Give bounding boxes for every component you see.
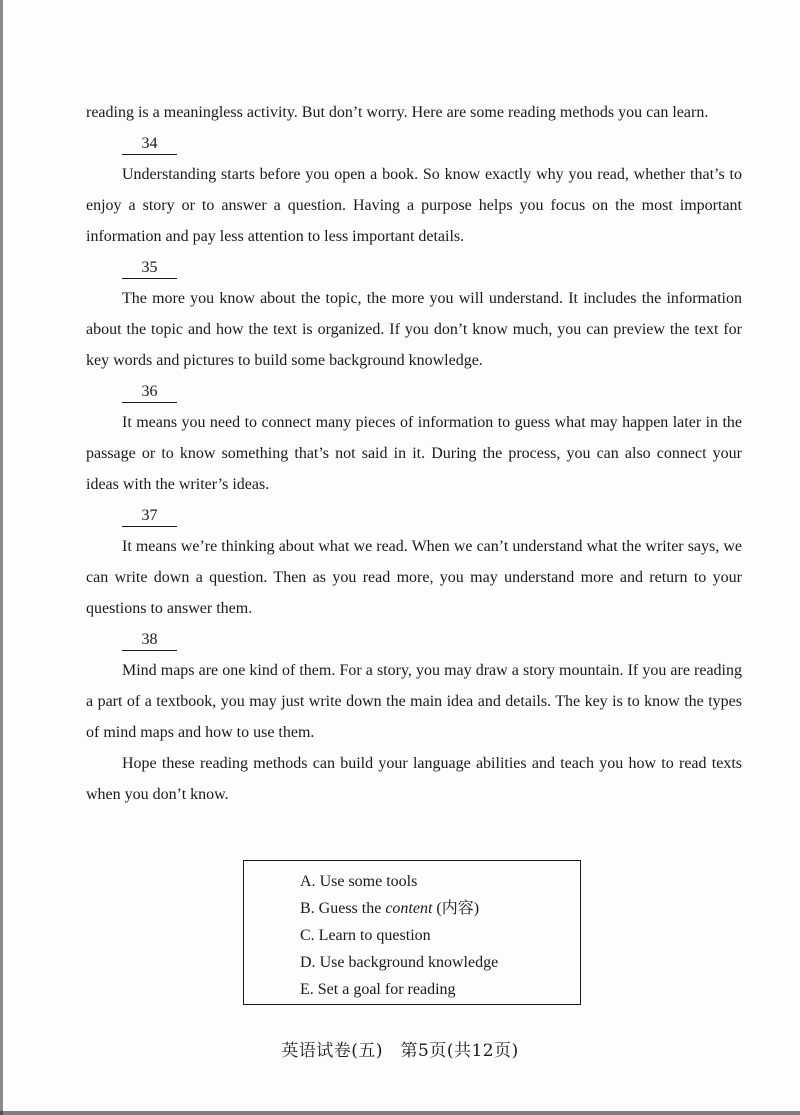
- option-b: [300, 895, 580, 922]
- passage-paragraph: Understanding starts before you open a book. So know exactly why you read, whether that’s to enjoy a story or to answer a question. Having a purpose helps you focus on the most important information and pay less attention to less important details.: [86, 166, 742, 245]
- passage-paragraph: Mind maps are one kind of them. For a story, you may draw a story mountain. If you are reading a part of a textbook, you may just write down the main idea and details. The key is to know the types of mind maps and how to use them.: [86, 662, 742, 741]
- answer-blank-35[interactable]: [86, 252, 742, 283]
- option-letter: A.: [300, 873, 316, 890]
- option-letter: B.: [300, 900, 315, 917]
- option-letter: D.: [300, 954, 316, 971]
- passage-paragraph: reading is a meaningless activity. But don’t worry. Here are some reading methods you can learn.: [86, 104, 709, 121]
- option-a: [300, 868, 580, 895]
- scan-edge-left: [0, 0, 3, 1115]
- page-footer: 英语试卷(五) 第5页(共12页): [281, 1041, 519, 1061]
- passage-paragraph: The more you know about the topic, the more you will understand. It includes the information about the topic and how the text is organized. If you don’t know much, you can preview the text for key words and pictures to build some background knowledge.: [86, 290, 742, 369]
- scan-edge-bottom: [0, 1111, 800, 1115]
- blank-number: 35: [122, 258, 177, 279]
- option-c: [300, 922, 580, 949]
- option-text: Guess the: [318, 900, 386, 917]
- option-e: [300, 976, 580, 1003]
- option-italic-word: content: [385, 900, 433, 917]
- option-d: [300, 949, 580, 976]
- reading-passage: [86, 97, 742, 810]
- answer-blank-37[interactable]: [86, 500, 742, 531]
- option-letter: C.: [300, 927, 315, 944]
- blank-number: 36: [122, 382, 177, 403]
- blank-number: 34: [122, 134, 177, 155]
- answer-blank-38[interactable]: [86, 624, 742, 655]
- option-letter: E.: [300, 981, 314, 998]
- passage-paragraph: It means you need to connect many pieces of information to guess what may happen later in the passage or to know something that’s not said in it. During the process, you can also connect your ideas with the writer’s ideas.: [86, 414, 742, 493]
- option-text: Learn to question: [318, 927, 431, 944]
- passage-paragraph: It means we’re thinking about what we read. When we can’t understand what the writer says, we can write down a question. Then as you read more, you may understand more and return to your questions to answer them.: [86, 538, 742, 617]
- option-gloss: (内容): [432, 900, 480, 917]
- option-text: Set a goal for reading: [317, 981, 456, 998]
- option-text: Use some tools: [319, 873, 418, 890]
- passage-paragraph: Hope these reading methods can build your language abilities and teach you how to read texts when you don’t know.: [86, 755, 742, 803]
- answer-blank-34[interactable]: [86, 128, 742, 159]
- blank-number: 38: [122, 630, 177, 651]
- blank-number: 37: [122, 506, 177, 527]
- answer-blank-36[interactable]: [86, 376, 742, 407]
- options-box: [243, 860, 581, 1005]
- option-text: Use background knowledge: [319, 954, 499, 971]
